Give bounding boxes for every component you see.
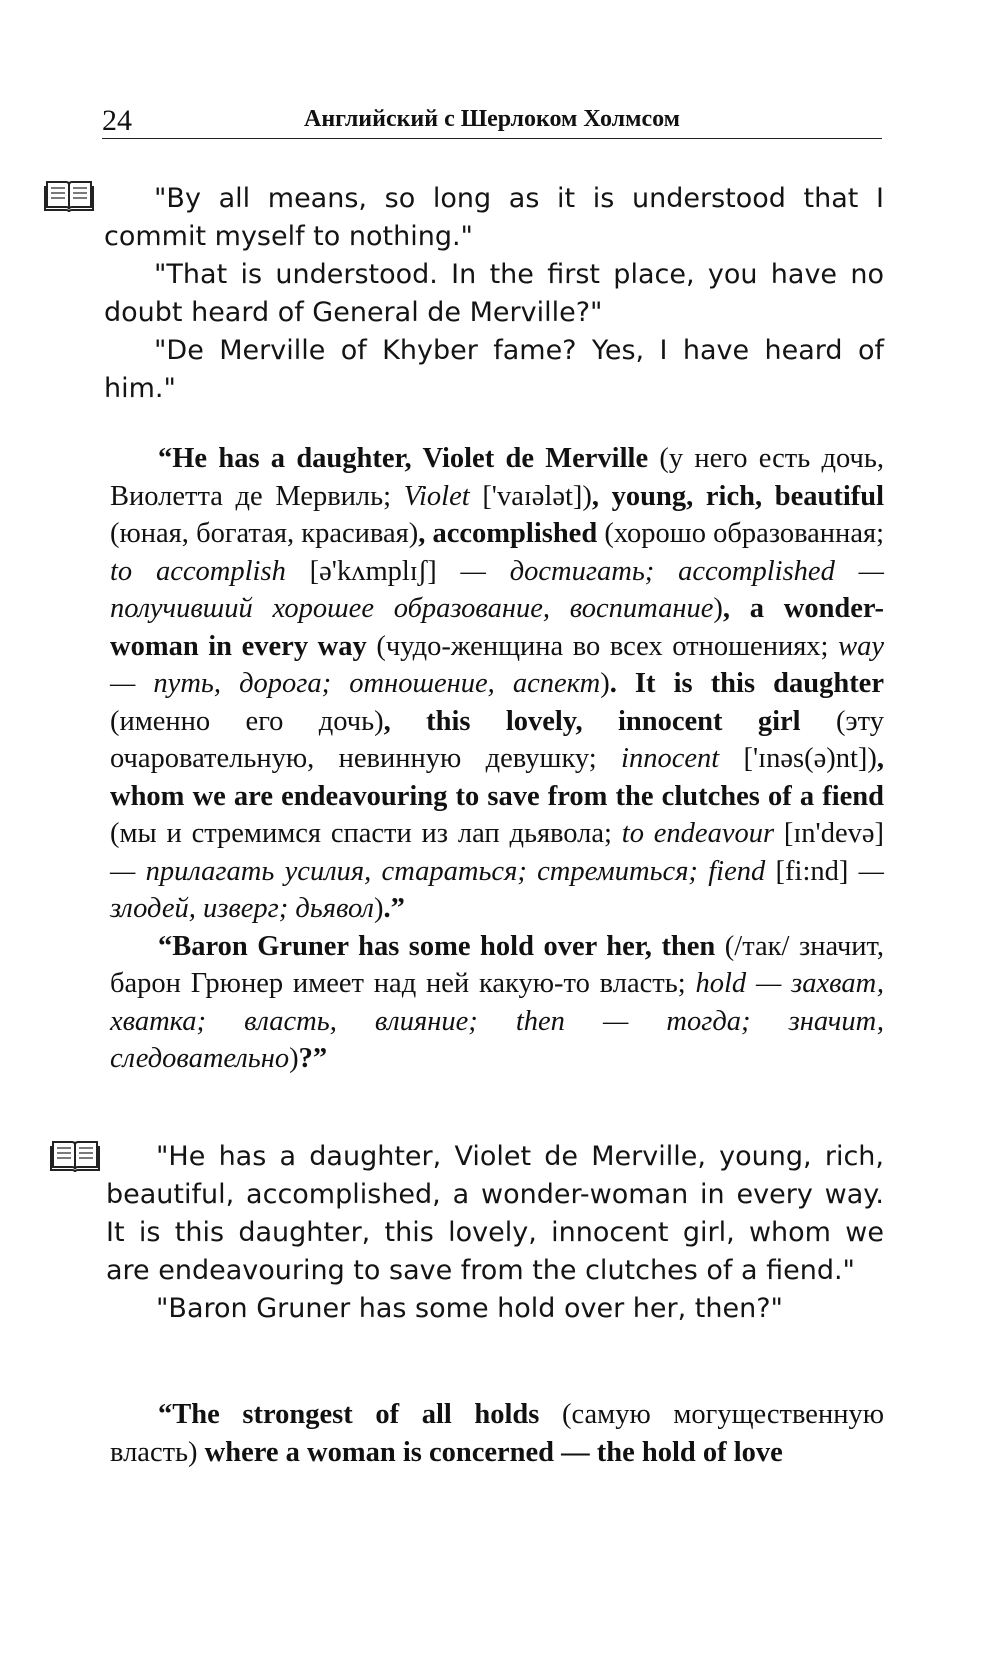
transcription: [fi:nd]: [765, 855, 859, 887]
phrase: , a wonder-woman in every way: [110, 593, 885, 662]
phrase: where a woman is concerned — the hold of love: [197, 1436, 783, 1468]
phrase: . It is this daughter: [609, 668, 884, 699]
annotated-paragraph-3: [110, 1396, 884, 1471]
excerpt-1-paragraph-3: "De Merville of Khyber fame? Yes, I have heard of him.": [104, 335, 884, 404]
definition: way — путь, дорога; отношение, аспект: [110, 630, 884, 699]
phrase: .”: [383, 893, 405, 924]
term: innocent: [621, 743, 720, 774]
gloss: (чудо-женщина во всех отношениях;: [366, 630, 839, 662]
open-book-icon: [44, 177, 94, 213]
english-excerpt-1: [104, 180, 884, 408]
gloss: (самую могущественную власть): [110, 1399, 884, 1468]
annotated-paragraph-2: [110, 928, 884, 1078]
gloss: (мы и стремимся спасти из лап дьявола;: [110, 818, 622, 849]
term: Violet: [403, 480, 470, 512]
phrase: , whom we are endeavouring to save from the clutches of a fiend: [110, 743, 884, 812]
gloss: ): [373, 893, 384, 924]
english-excerpt-2: [106, 1138, 884, 1328]
phrase: , this lovely, innocent girl: [383, 705, 801, 737]
page-number: 24: [102, 104, 132, 137]
phrase: “He has a daughter, Violet de Merville: [158, 443, 649, 474]
annotated-passage-2: [110, 1396, 884, 1471]
excerpt-1-paragraph-1: "By all means, so long as it is understood that I commit myself to nothing.": [104, 183, 884, 252]
book-title: Английский с Шерлоком Холмсом: [303, 106, 680, 132]
gloss: ): [600, 668, 610, 699]
transcription: ['ɪnəs(ə)nt]): [719, 743, 877, 774]
definition: — прилагать усилия, стараться; стремиться; fiend: [110, 855, 766, 887]
running-header: [102, 98, 882, 139]
definition: hold — захват, хватка; власть, влияние; then — тогда; значит, следовательно: [110, 968, 885, 1074]
term: to accomplish: [110, 555, 286, 587]
excerpt-2-paragraph-2: "Baron Gruner has some hold over her, then?": [156, 1293, 783, 1324]
phrase: ?”: [298, 1043, 328, 1074]
transcription: ['vaɪələt]): [469, 480, 592, 512]
definition: — достигать; accomplished — получивший хорошее образование, воспитание: [110, 555, 885, 624]
annotated-paragraph-1: [110, 440, 884, 928]
phrase: “Baron Gruner has some hold over her, then: [158, 930, 716, 962]
gloss: (у него есть дочь, Виолетта де Мервиль;: [110, 443, 884, 512]
gloss: (именно его дочь): [110, 705, 384, 737]
open-book-icon: [50, 1137, 100, 1173]
annotated-passage-1: [110, 440, 884, 1078]
phrase: “The strongest of all holds: [158, 1399, 540, 1430]
excerpt-1-paragraph-2: "That is understood. In the first place, you have no doubt heard of General de Merville?": [104, 259, 884, 328]
gloss: (хорошо образованная;: [597, 518, 884, 549]
gloss: (эту очаровательную, невинную девушку;: [110, 705, 884, 774]
gloss: ): [289, 1043, 299, 1074]
definition: — злодей, изверг; дьявол: [110, 855, 884, 924]
phrase: , accomplished: [418, 518, 598, 549]
transcription: [ə'kʌmplɪʃ]: [285, 555, 461, 587]
gloss: (/так/ значит, барон Грюнер имеет над ней какую-то власть;: [110, 930, 884, 999]
gloss: (юная, богатая, красивая): [110, 518, 419, 549]
gloss: ): [713, 593, 723, 624]
transcription: [ɪn'devə]: [774, 818, 884, 849]
phrase: , young, rich, beautiful: [591, 480, 884, 512]
term: to endeavour: [621, 818, 775, 849]
excerpt-2-paragraph-1: "He has a daughter, Violet de Merville, young, rich, beautiful, accomplished, a wonder-woman in every way. It is this daughter, this lovely, innocent girl, whom we are endeavouring to save from the clutches of a fiend.": [106, 1141, 884, 1286]
